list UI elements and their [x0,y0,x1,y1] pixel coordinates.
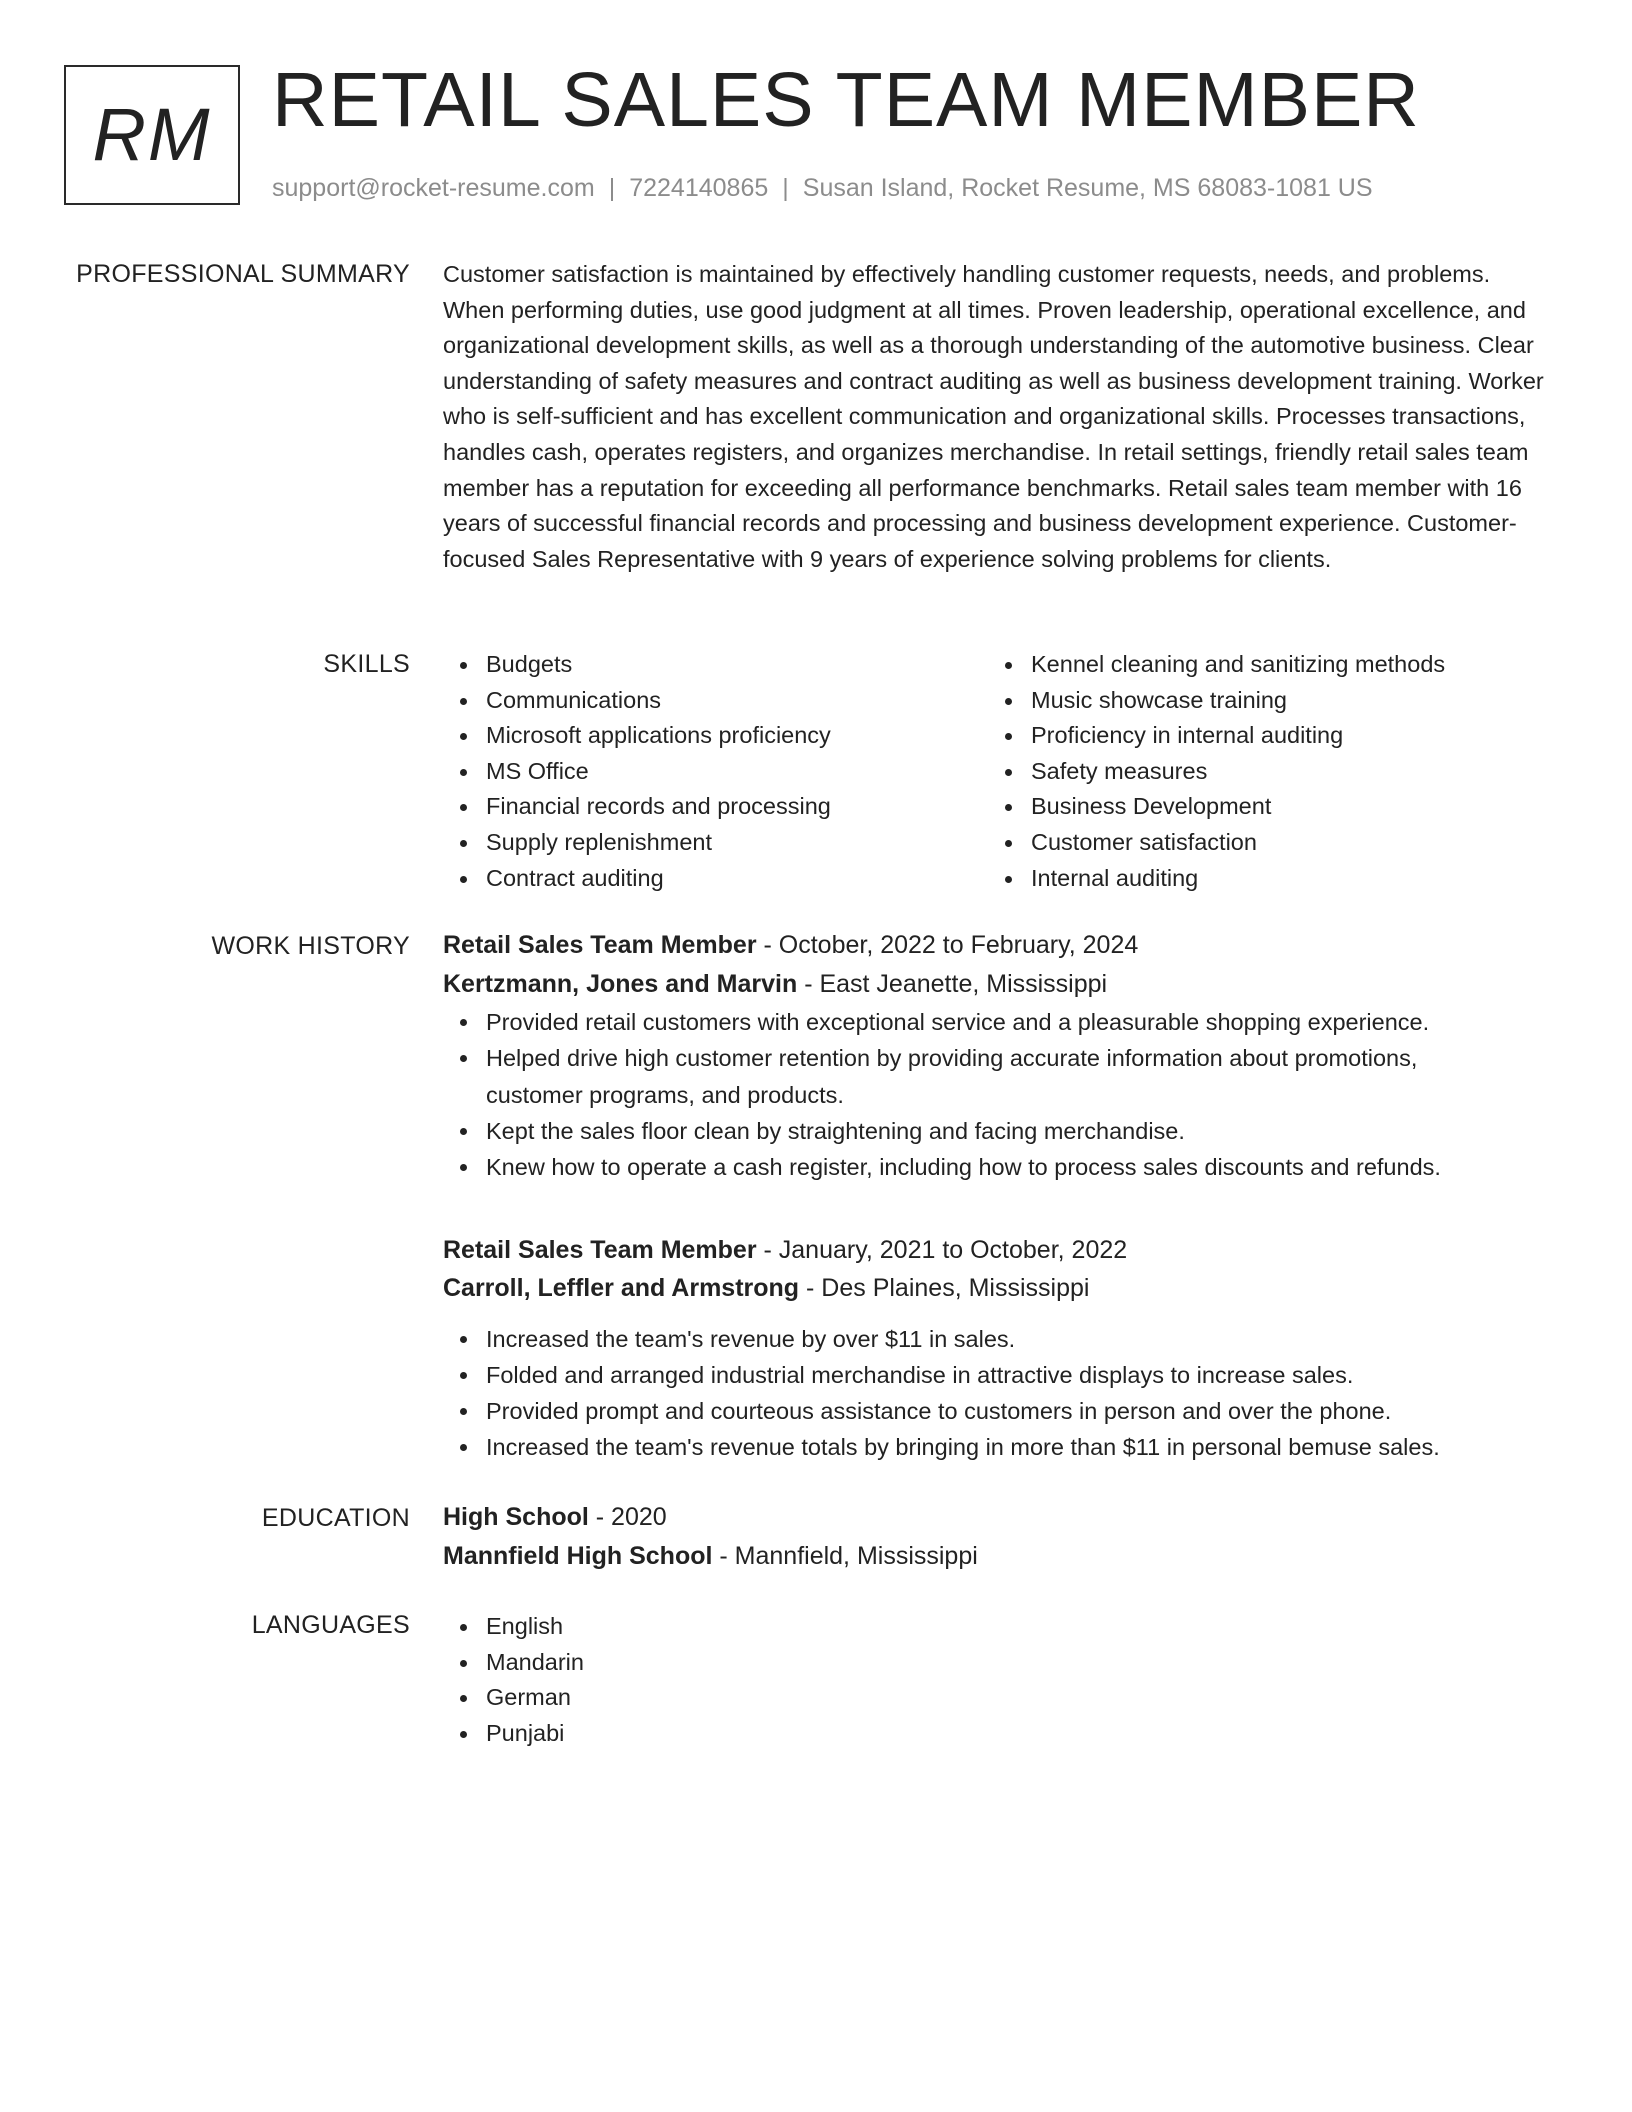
job-bullet: Provided prompt and courteous assistance to customers in person and over the phone. [443,1393,1553,1429]
job-bullets [443,1004,1553,1185]
skill-item: Kennel cleaning and sanitizing methods [988,647,1533,683]
language-item: Punjabi [443,1716,1553,1752]
job-bullet: Kept the sales floor clean by straightening and facing merchandise. [443,1113,1553,1149]
job-entry [443,926,1553,1185]
monogram-logo [64,65,240,205]
skill-item: Supply replenishment [443,825,988,861]
job-bullets [443,1321,1553,1465]
contact-address: Susan Island, Rocket Resume, MS 68083-1081 US [802,174,1373,202]
candidate-title: RETAIL SALES TEAM MEMBER [272,57,1420,143]
summary-text: Customer satisfaction is maintained by effectively handling customer requests, needs, and problems. When performing duties, use good judgment at all times. Proven leadership, operational excellence, and organizational development skills, as well as a thorough understanding of the automotive business. Clear understanding of safety measures and contract auditing as well as business development training. Worker who is self-sufficient and has excellent communication and organizational skills. Processes transactions, handles cash, operates registers, and organizes merchandise. In retail settings, friendly retail sales team member has a reputation for exceeding all performance benchmarks. Retail sales team member with 16 years of successful financial records and processing and business development experience. Customer-focused Sales Representative with 9 years of experience solving problems for clients. [443,261,1544,572]
education-degree: High School [443,1503,589,1531]
skill-item: Budgets [443,647,988,683]
section-title-summary: PROFESSIONAL SUMMARY [76,260,410,288]
section-title-work-history: WORK HISTORY [211,932,410,960]
skill-item: Contract auditing [443,861,988,897]
education-entry [443,1498,1553,1576]
job-company-line [443,1270,1553,1307]
job-entry [443,1231,1553,1465]
languages-body [443,1609,1553,1751]
section-title-education: EDUCATION [261,1504,410,1532]
language-item: English [443,1609,1553,1645]
monogram-initials: RM [92,93,212,176]
job-dates: - October, 2022 to February, 2024 [756,931,1139,959]
education-degree-line [443,1498,1553,1537]
section-title-languages: LANGUAGES [251,1611,410,1639]
skills-list-left [443,647,988,896]
skill-item: Financial records and processing [443,789,988,825]
job-bullet: Knew how to operate a cash register, including how to process sales discounts and refunds. [443,1149,1553,1185]
skill-item: Internal auditing [988,861,1533,897]
job-role-line [443,1231,1553,1270]
contact-separator: | [782,174,789,202]
job-role-line [443,926,1553,965]
job-bullet: Folded and arranged industrial merchandise in attractive displays to increase sales. [443,1357,1553,1393]
education-school: Mannfield High School [443,1542,713,1570]
skills-list-right [988,647,1533,896]
education-location: - Mannfield, Mississippi [712,1542,978,1570]
languages-list [443,1609,1553,1751]
contact-phone: 7224140865 [629,174,769,202]
section-title-skills: SKILLS [323,650,410,678]
summary-body [443,257,1553,577]
skill-item: Business Development [988,789,1533,825]
skill-item: Customer satisfaction [988,825,1533,861]
skill-item: Safety measures [988,754,1533,790]
job-bullet: Increased the team's revenue by over $11 in sales. [443,1321,1553,1357]
job-dates: - January, 2021 to October, 2022 [756,1236,1128,1264]
language-item: Mandarin [443,1645,1553,1681]
job-bullet: Helped drive high customer retention by providing accurate information about promotions, customer programs, and products. [443,1040,1506,1113]
job-bullet: Increased the team's revenue totals by bringing in more than $11 in personal bemuse sales. [443,1429,1553,1465]
job-company: Carroll, Leffler and Armstrong [443,1274,800,1302]
contact-line [272,172,1373,204]
job-company-line [443,965,1553,1004]
job-location: - Des Plaines, Mississippi [799,1274,1090,1302]
skills-columns [443,647,1553,896]
skill-item: Music showcase training [988,683,1533,719]
skill-item: Communications [443,683,988,719]
skill-item: Microsoft applications proficiency [443,718,988,754]
skill-item: Proficiency in internal auditing [988,718,1533,754]
job-location: - East Jeanette, Mississippi [797,970,1108,998]
job-company: Kertzmann, Jones and Marvin [443,970,798,998]
education-school-line [443,1537,1553,1576]
job-role: Retail Sales Team Member [443,931,757,959]
contact-email: support@rocket-resume.com [272,174,595,202]
job-bullet: Provided retail customers with exceptional service and a pleasurable shopping experience. [443,1004,1553,1040]
education-year: - 2020 [588,1503,667,1531]
language-item: German [443,1680,1553,1716]
contact-separator: | [608,174,616,202]
skill-item: MS Office [443,754,988,790]
job-role: Retail Sales Team Member [443,1236,757,1264]
